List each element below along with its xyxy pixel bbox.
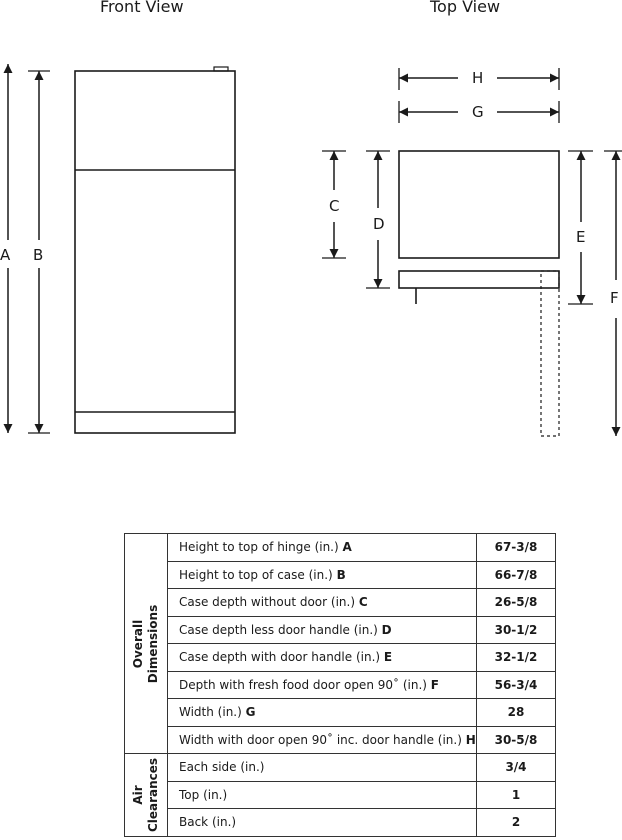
dimension-e-label: E bbox=[576, 228, 586, 246]
row-value: 2 bbox=[477, 809, 556, 837]
dimensions-table bbox=[124, 533, 556, 837]
row-letter: G bbox=[245, 705, 256, 720]
dimension-e bbox=[568, 151, 593, 304]
row-value: 1 bbox=[477, 781, 556, 809]
row-label: Case depth without door (in.) bbox=[179, 595, 356, 610]
row-label: Back (in.) bbox=[179, 815, 237, 830]
row-label: Each side (in.) bbox=[179, 760, 265, 775]
front-view-drawing bbox=[75, 67, 235, 433]
row-label-cell bbox=[168, 726, 477, 754]
row-value: 66-7/8 bbox=[477, 561, 556, 589]
row-label: Depth with fresh food door open 90˚ (in.) bbox=[179, 677, 427, 692]
row-label: Top (in.) bbox=[179, 787, 228, 802]
row-letter: F bbox=[430, 677, 439, 692]
refrigerator-body bbox=[75, 71, 235, 433]
dimension-f bbox=[604, 151, 622, 436]
table-row bbox=[125, 561, 556, 589]
dimension-c-label: C bbox=[329, 197, 340, 215]
row-letter: H bbox=[465, 732, 476, 747]
row-label-cell bbox=[168, 671, 477, 699]
row-value: 28 bbox=[477, 699, 556, 727]
row-label-cell bbox=[168, 781, 477, 809]
dimension-c bbox=[322, 151, 346, 258]
group-header bbox=[125, 534, 168, 754]
row-letter: E bbox=[383, 650, 393, 665]
row-value: 26-5/8 bbox=[477, 589, 556, 617]
cabinet-top bbox=[399, 151, 559, 258]
row-label-cell bbox=[168, 534, 477, 562]
row-label: Width with door open 90˚ inc. door handle (in.) bbox=[179, 732, 462, 747]
top-view-drawing bbox=[399, 151, 559, 436]
row-label-cell bbox=[168, 754, 477, 782]
group-title bbox=[131, 604, 161, 682]
group-title-line2: Clearances bbox=[146, 757, 160, 832]
table-row bbox=[125, 589, 556, 617]
row-label-cell bbox=[168, 644, 477, 672]
group-title-line1: Overall bbox=[131, 619, 145, 668]
dimension-a bbox=[0, 64, 11, 433]
row-label-cell bbox=[168, 809, 477, 837]
dimension-f-label: F bbox=[610, 289, 619, 307]
row-label: Height to top of case (in.) bbox=[179, 567, 333, 582]
dimension-d bbox=[366, 151, 390, 288]
door-open-outline bbox=[541, 271, 559, 436]
group-header bbox=[125, 754, 168, 837]
table-row bbox=[125, 699, 556, 727]
row-value: 67-3/8 bbox=[477, 534, 556, 562]
row-label: Height to top of hinge (in.) bbox=[179, 540, 339, 555]
row-label-cell bbox=[168, 699, 477, 727]
row-label: Case depth with door handle (in.) bbox=[179, 650, 381, 665]
row-label: Width (in.) bbox=[179, 705, 242, 720]
dimension-a-label: A bbox=[0, 246, 11, 264]
row-label-cell bbox=[168, 561, 477, 589]
table-row bbox=[125, 754, 556, 782]
table-row bbox=[125, 644, 556, 672]
dimension-h bbox=[399, 68, 559, 90]
front-view-title: Front View bbox=[100, 0, 184, 16]
group-title bbox=[131, 758, 161, 832]
dimension-h-label: H bbox=[472, 69, 484, 87]
row-value: 30-5/8 bbox=[477, 726, 556, 754]
row-value: 56-3/4 bbox=[477, 671, 556, 699]
top-view-title: Top View bbox=[430, 0, 501, 16]
row-label: Case depth less door handle (in.) bbox=[179, 622, 378, 637]
table-row bbox=[125, 616, 556, 644]
row-letter: B bbox=[336, 567, 346, 582]
row-letter: C bbox=[358, 595, 368, 610]
row-letter: D bbox=[381, 622, 392, 637]
dimension-b-label: B bbox=[33, 246, 44, 264]
dimension-d-label: D bbox=[373, 215, 385, 233]
table-row bbox=[125, 671, 556, 699]
table-row bbox=[125, 534, 556, 562]
row-value: 30-1/2 bbox=[477, 616, 556, 644]
row-value: 3/4 bbox=[477, 754, 556, 782]
row-letter: A bbox=[342, 540, 352, 555]
table-row bbox=[125, 809, 556, 837]
group-title-line1: Air bbox=[131, 785, 145, 805]
table-row bbox=[125, 726, 556, 754]
group-title-line2: Dimensions bbox=[146, 604, 160, 683]
table-row bbox=[125, 781, 556, 809]
door-top bbox=[399, 271, 559, 288]
row-value: 32-1/2 bbox=[477, 644, 556, 672]
hinge-cap bbox=[214, 67, 228, 71]
dimension-g bbox=[399, 101, 559, 123]
dimension-g-label: G bbox=[472, 103, 484, 121]
dimension-b bbox=[28, 71, 50, 433]
row-label-cell bbox=[168, 589, 477, 617]
row-label-cell bbox=[168, 616, 477, 644]
